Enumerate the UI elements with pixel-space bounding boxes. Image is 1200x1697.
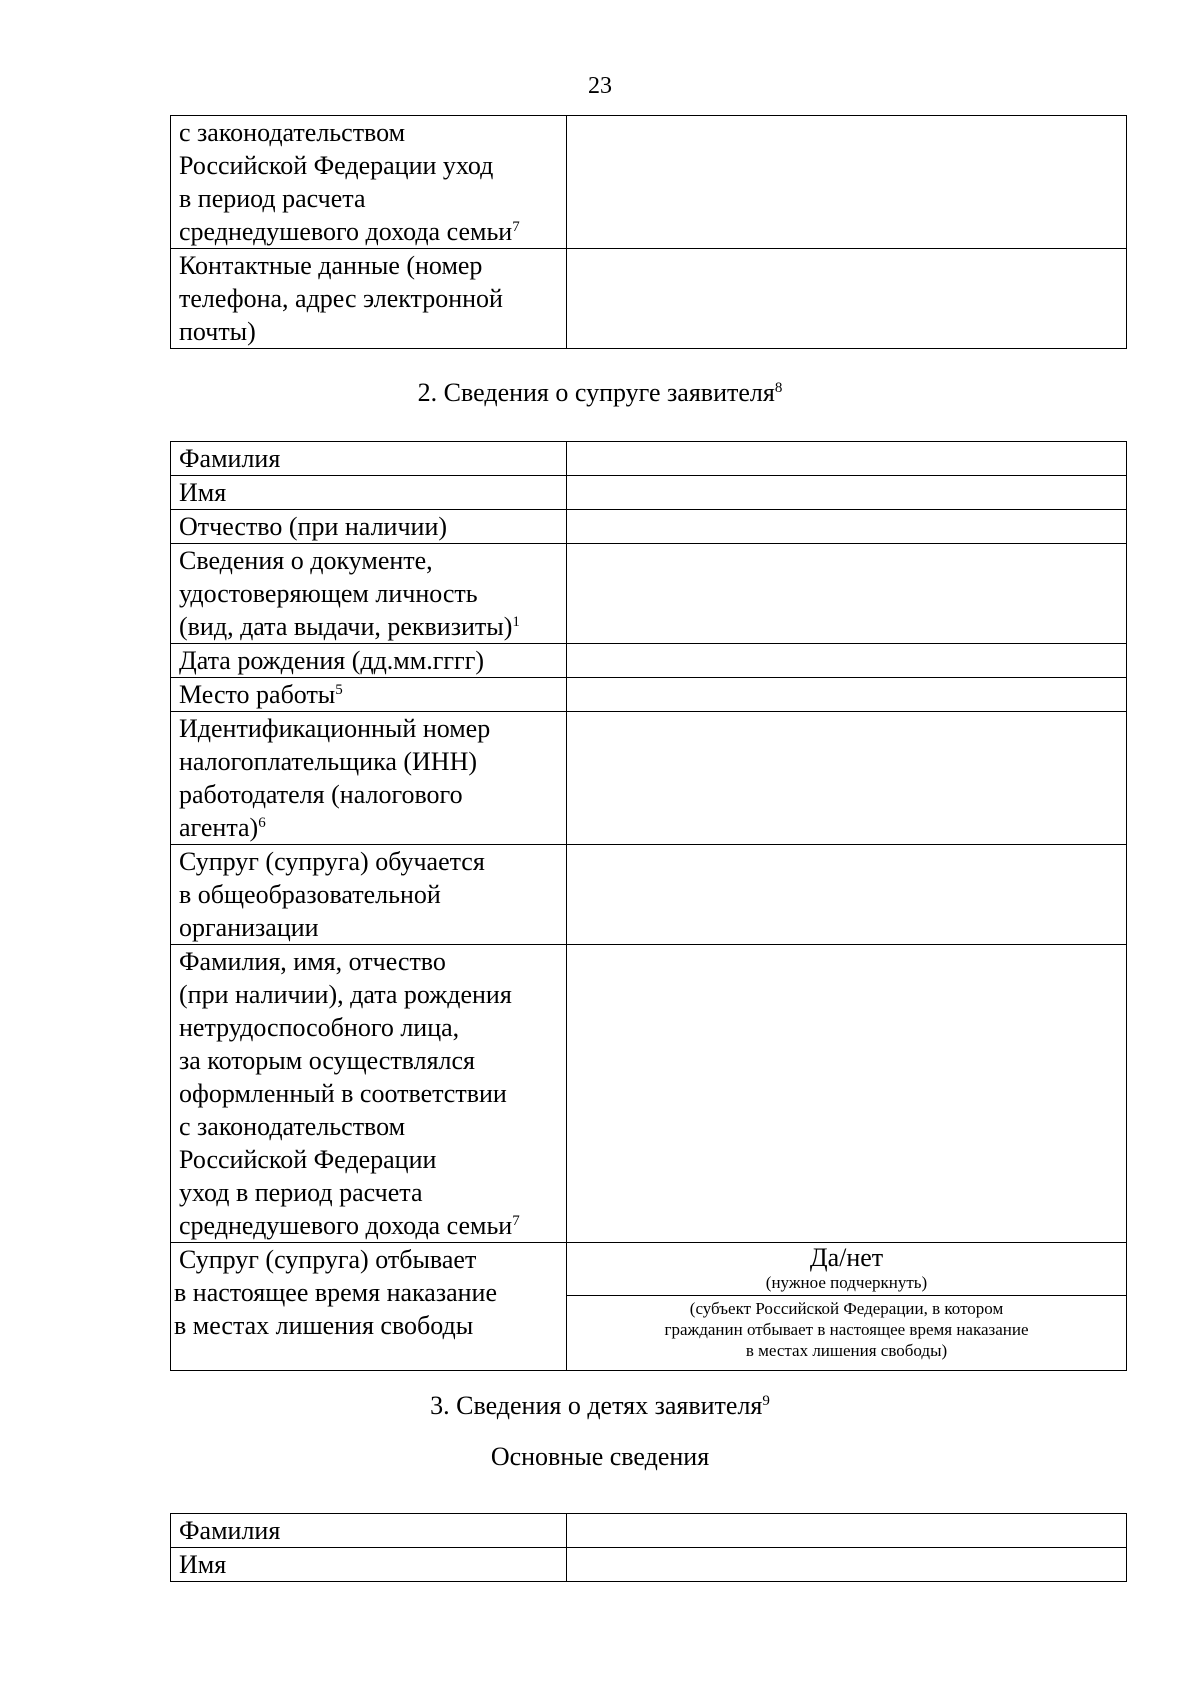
value-name[interactable] xyxy=(567,476,1127,510)
label-line: в период расчета xyxy=(179,184,366,213)
value-care-period[interactable] xyxy=(567,116,1127,249)
label-spouse-studies xyxy=(171,845,567,945)
value-contacts[interactable] xyxy=(567,249,1127,349)
label-line: почты) xyxy=(179,317,256,346)
label-text: Фамилия xyxy=(179,444,281,473)
label-birth-date xyxy=(171,644,567,678)
section-3-title xyxy=(0,1391,1200,1421)
label-child-surname xyxy=(171,1514,567,1548)
label-line: за которым осуществлялся xyxy=(179,1046,476,1075)
label-line-text: среднедушевого дохода семьи xyxy=(179,1211,513,1240)
label-line xyxy=(179,610,566,643)
table-row xyxy=(171,544,1127,644)
value-surname[interactable] xyxy=(567,442,1127,476)
value-id-document[interactable] xyxy=(567,544,1127,644)
label-name xyxy=(171,476,567,510)
label-line: нетрудоспособного лица, xyxy=(179,1013,460,1042)
region-field[interactable] xyxy=(567,1296,1126,1363)
label-line: налогоплательщика (ИНН) xyxy=(179,747,478,776)
table-row xyxy=(171,1514,1127,1548)
table-row xyxy=(171,249,1127,349)
label-child-name xyxy=(171,1548,567,1582)
imprisonment-fields xyxy=(567,1243,1126,1363)
label-line: (при наличии), дата рождения xyxy=(179,980,512,1009)
label-line: уход в период расчета xyxy=(179,1178,423,1207)
value-spouse-studies[interactable] xyxy=(567,845,1127,945)
table-row xyxy=(171,1548,1127,1582)
section-title-text: 2. Сведения о супруге заявителя xyxy=(417,378,775,407)
region-hint-line: (субъект Российской Федерации, в котором xyxy=(689,1299,1004,1318)
label-line: в местах лишения свободы xyxy=(174,1311,474,1340)
label-imprisonment xyxy=(171,1243,567,1371)
label-line-text: агента) xyxy=(179,813,259,842)
value-imprisonment xyxy=(567,1243,1127,1371)
label-line: Российской Федерации уход xyxy=(179,151,494,180)
label-line-text: (вид, дата выдачи, реквизиты) xyxy=(179,612,513,641)
footnote-marker: 6 xyxy=(258,815,266,831)
table-row xyxy=(171,845,1127,945)
label-line: Сведения о документе, xyxy=(179,546,433,575)
yes-no-choice[interactable] xyxy=(567,1243,1126,1296)
label-line: Супруг (супруга) обучается xyxy=(179,847,485,876)
label-line: в настоящее время наказание xyxy=(174,1278,497,1307)
label-text: Отчество (при наличии) xyxy=(179,512,448,541)
label-care-period xyxy=(171,116,567,249)
label-line: с законодательством xyxy=(179,1112,406,1141)
label-text: Фамилия xyxy=(179,1516,281,1545)
spouse-table xyxy=(170,441,1127,1371)
value-child-surname[interactable] xyxy=(567,1514,1127,1548)
yes-no-hint: (нужное подчеркнуть) xyxy=(765,1273,928,1292)
label-line: удостоверяющем личность xyxy=(179,579,478,608)
label-contacts xyxy=(171,249,567,349)
region-hint-line: гражданин отбывает в настоящее время наказание xyxy=(664,1320,1029,1339)
footnote-marker: 8 xyxy=(774,380,783,396)
footnote-marker: 1 xyxy=(512,614,520,630)
table-row xyxy=(171,712,1127,845)
label-employer-inn xyxy=(171,712,567,845)
label-line: телефона, адрес электронной xyxy=(179,284,503,313)
region-hint-line: в местах лишения свободы) xyxy=(745,1341,948,1360)
label-line: оформленный в соответствии xyxy=(179,1079,507,1108)
section-3-subtitle: Основные сведения xyxy=(490,1442,710,1471)
value-birth-date[interactable] xyxy=(567,644,1127,678)
label-line: Российской Федерации xyxy=(179,1145,437,1174)
table-row xyxy=(171,442,1127,476)
applicant-table-continuation xyxy=(170,115,1127,349)
table-row xyxy=(171,1243,1127,1371)
label-text: Дата рождения (дд.мм.гггг) xyxy=(179,646,485,675)
table-row xyxy=(171,116,1127,249)
label-line: работодателя (налогового xyxy=(179,780,463,809)
label-line: Контактные данные (номер xyxy=(179,251,483,280)
label-text: Место работы xyxy=(179,680,336,709)
label-text: Имя xyxy=(179,478,227,507)
table-row xyxy=(171,945,1127,1243)
label-line xyxy=(179,1209,566,1242)
label-id-document xyxy=(171,544,567,644)
label-disabled-person-care xyxy=(171,945,567,1243)
label-line xyxy=(179,215,566,248)
children-table xyxy=(170,1513,1127,1582)
footnote-marker: 5 xyxy=(335,682,343,698)
footnote-marker: 9 xyxy=(762,1393,770,1409)
value-patronymic[interactable] xyxy=(567,510,1127,544)
footnote-marker: 7 xyxy=(512,1213,520,1229)
table-row xyxy=(171,644,1127,678)
label-patronymic xyxy=(171,510,567,544)
table-row xyxy=(171,476,1127,510)
section-title-text: 3. Сведения о детях заявителя xyxy=(430,1391,763,1420)
label-surname xyxy=(171,442,567,476)
table-row xyxy=(171,678,1127,712)
value-employer-inn[interactable] xyxy=(567,712,1127,845)
label-line: с законодательством xyxy=(179,118,406,147)
label-line: Фамилия, имя, отчество xyxy=(179,947,446,976)
page-number: 23 xyxy=(588,73,612,99)
footnote-marker: 7 xyxy=(512,219,520,235)
section-2-title xyxy=(0,378,1200,408)
label-line: Идентификационный номер xyxy=(179,714,491,743)
label-line: Супруг (супруга) отбывает xyxy=(179,1245,477,1274)
yes-no-text[interactable]: Да/нет xyxy=(809,1243,884,1272)
label-line-text: среднедушевого дохода семьи xyxy=(179,217,513,246)
label-line xyxy=(179,811,566,844)
value-child-name[interactable] xyxy=(567,1548,1127,1582)
value-disabled-person-care[interactable] xyxy=(567,945,1127,1243)
label-text: Имя xyxy=(179,1550,227,1579)
table-row xyxy=(171,510,1127,544)
label-line: в общеобразовательной xyxy=(179,880,441,909)
label-line: организации xyxy=(179,913,319,942)
label-workplace xyxy=(171,678,567,712)
value-workplace[interactable] xyxy=(567,678,1127,712)
